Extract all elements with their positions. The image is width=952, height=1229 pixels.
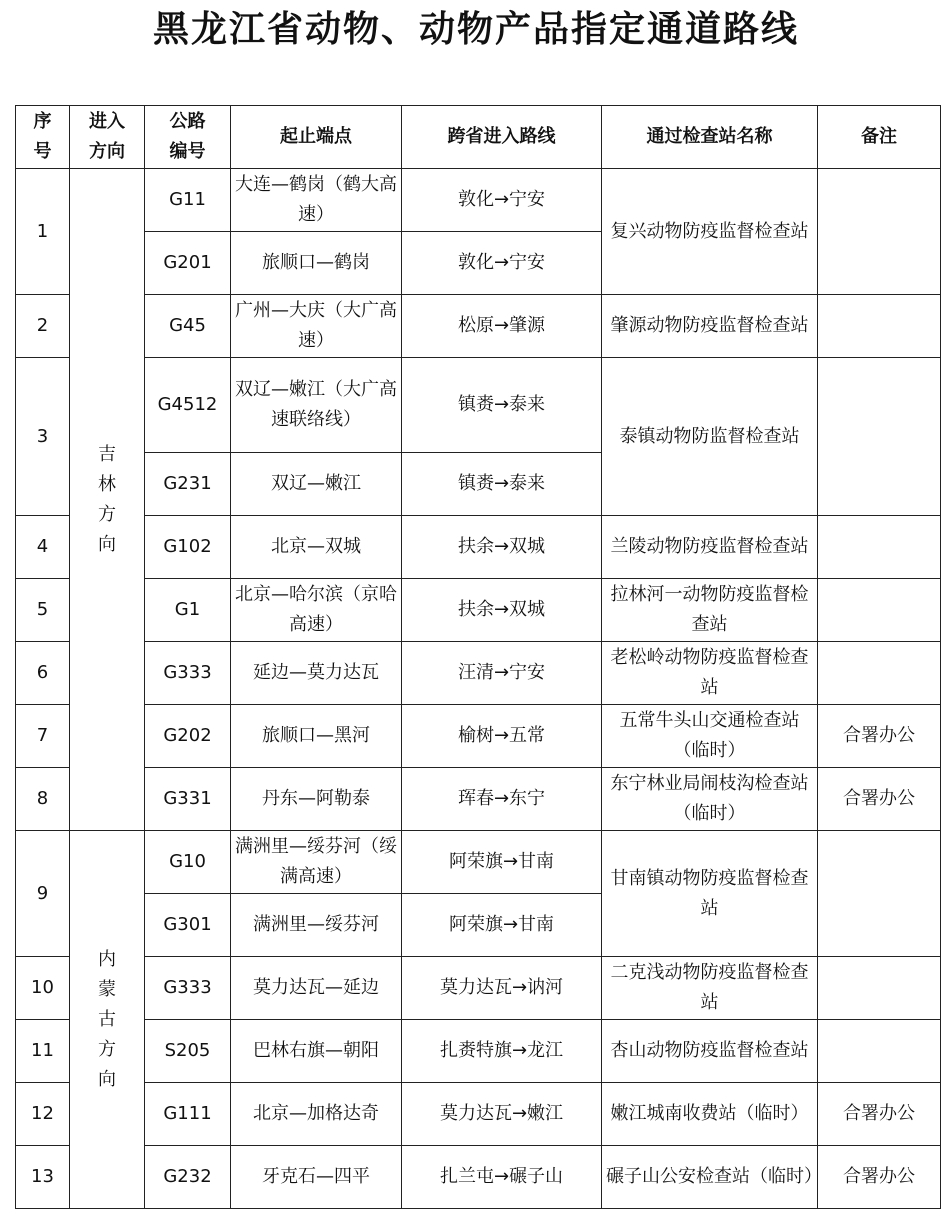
road-cell: G201 xyxy=(145,232,231,295)
endpoints-cell: 双辽—嫩江（大广高速联络线） xyxy=(231,358,402,453)
road-cell: G1 xyxy=(145,579,231,642)
route-cell: 敦化→宁安 xyxy=(402,169,602,232)
endpoints-cell: 延边—莫力达瓦 xyxy=(231,642,402,705)
seq-cell: 4 xyxy=(16,516,70,579)
seq-cell: 3 xyxy=(16,358,70,516)
seq-cell: 13 xyxy=(16,1146,70,1209)
station-cell: 泰镇动物防监督检查站 xyxy=(602,358,818,516)
seq-cell: 1 xyxy=(16,169,70,295)
station-cell: 杏山动物防疫监督检查站 xyxy=(602,1020,818,1083)
route-cell: 扶余→双城 xyxy=(402,579,602,642)
seq-cell: 9 xyxy=(16,831,70,957)
note-cell: 合署办公 xyxy=(818,1146,941,1209)
route-cell: 扶余→双城 xyxy=(402,516,602,579)
header-route: 跨省进入路线 xyxy=(402,106,602,169)
station-cell: 甘南镇动物防疫监督检查站 xyxy=(602,831,818,957)
endpoints-cell: 北京—双城 xyxy=(231,516,402,579)
header-seq: 序 号 xyxy=(16,106,70,169)
route-cell: 松原→肇源 xyxy=(402,295,602,358)
endpoints-cell: 广州—大庆（大广高速） xyxy=(231,295,402,358)
table-header-row xyxy=(16,106,941,169)
road-cell: G232 xyxy=(145,1146,231,1209)
seq-cell: 5 xyxy=(16,579,70,642)
station-cell: 二克浅动物防疫监督检查站 xyxy=(602,957,818,1020)
route-cell: 扎赉特旗→龙江 xyxy=(402,1020,602,1083)
seq-cell: 6 xyxy=(16,642,70,705)
seq-cell: 12 xyxy=(16,1083,70,1146)
note-cell xyxy=(818,642,941,705)
table-row xyxy=(16,169,941,232)
routes-table xyxy=(15,105,941,1209)
station-cell: 拉林河一动物防疫监督检查站 xyxy=(602,579,818,642)
endpoints-cell: 北京—加格达奇 xyxy=(231,1083,402,1146)
endpoints-cell: 旅顺口—鹤岗 xyxy=(231,232,402,295)
endpoints-cell: 丹东—阿勒泰 xyxy=(231,768,402,831)
header-note: 备注 xyxy=(818,106,941,169)
road-cell: G45 xyxy=(145,295,231,358)
route-cell: 镇赉→泰来 xyxy=(402,358,602,453)
seq-cell: 11 xyxy=(16,1020,70,1083)
seq-cell: 10 xyxy=(16,957,70,1020)
endpoints-cell: 旅顺口—黑河 xyxy=(231,705,402,768)
seq-cell: 2 xyxy=(16,295,70,358)
table-row xyxy=(16,579,941,642)
endpoints-cell: 双辽—嫩江 xyxy=(231,453,402,516)
note-cell xyxy=(818,169,941,295)
note-cell: 合署办公 xyxy=(818,705,941,768)
note-cell xyxy=(818,295,941,358)
table-row xyxy=(16,957,941,1020)
note-cell xyxy=(818,831,941,957)
route-cell: 莫力达瓦→讷河 xyxy=(402,957,602,1020)
seq-cell: 7 xyxy=(16,705,70,768)
route-cell: 汪清→宁安 xyxy=(402,642,602,705)
header-station: 通过检查站名称 xyxy=(602,106,818,169)
note-cell xyxy=(818,1020,941,1083)
table-row xyxy=(16,1083,941,1146)
table-row xyxy=(16,1146,941,1209)
route-cell: 扎兰屯→碾子山 xyxy=(402,1146,602,1209)
header-road: 公路 编号 xyxy=(145,106,231,169)
endpoints-cell: 满洲里—绥芬河（绥满高速） xyxy=(231,831,402,894)
road-cell: G4512 xyxy=(145,358,231,453)
endpoints-cell: 莫力达瓦—延边 xyxy=(231,957,402,1020)
table-row xyxy=(16,358,941,453)
table-row xyxy=(16,1020,941,1083)
endpoints-cell: 北京—哈尔滨（京哈高速） xyxy=(231,579,402,642)
road-cell: G202 xyxy=(145,705,231,768)
table-row xyxy=(16,831,941,894)
route-cell: 敦化→宁安 xyxy=(402,232,602,295)
route-cell: 镇赉→泰来 xyxy=(402,453,602,516)
page-title: 黑龙江省动物、动物产品指定通道路线 xyxy=(152,9,799,50)
direction-cell-neimenggu: 内蒙古方向 xyxy=(70,831,145,1209)
route-cell: 莫力达瓦→嫩江 xyxy=(402,1083,602,1146)
station-cell: 肇源动物防疫监督检查站 xyxy=(602,295,818,358)
note-cell xyxy=(818,579,941,642)
route-cell: 珲春→东宁 xyxy=(402,768,602,831)
road-cell: G111 xyxy=(145,1083,231,1146)
road-cell: G333 xyxy=(145,957,231,1020)
station-cell: 嫩江城南收费站（临时） xyxy=(602,1083,818,1146)
station-cell: 碾子山公安检查站（临时） xyxy=(602,1146,818,1209)
road-cell: G231 xyxy=(145,453,231,516)
endpoints-cell: 巴林右旗—朝阳 xyxy=(231,1020,402,1083)
station-cell: 东宁林业局闹枝沟检查站（临时） xyxy=(602,768,818,831)
header-direction: 进入 方向 xyxy=(70,106,145,169)
station-cell: 复兴动物防疫监督检查站 xyxy=(602,169,818,295)
header-endpoints: 起止端点 xyxy=(231,106,402,169)
station-cell: 五常牛头山交通检查站（临时） xyxy=(602,705,818,768)
station-cell: 兰陵动物防疫监督检查站 xyxy=(602,516,818,579)
endpoints-cell: 大连—鹤岗（鹤大高速） xyxy=(231,169,402,232)
note-cell xyxy=(818,516,941,579)
route-cell: 阿荣旗→甘南 xyxy=(402,831,602,894)
table-row xyxy=(16,642,941,705)
road-cell: G11 xyxy=(145,169,231,232)
station-cell: 老松岭动物防疫监督检查站 xyxy=(602,642,818,705)
table-row xyxy=(16,768,941,831)
note-cell: 合署办公 xyxy=(818,1083,941,1146)
table-row xyxy=(16,516,941,579)
endpoints-cell: 满洲里—绥芬河 xyxy=(231,894,402,957)
road-cell: G301 xyxy=(145,894,231,957)
road-cell: G102 xyxy=(145,516,231,579)
road-cell: G333 xyxy=(145,642,231,705)
route-cell: 阿荣旗→甘南 xyxy=(402,894,602,957)
seq-cell: 8 xyxy=(16,768,70,831)
note-cell xyxy=(818,358,941,516)
route-cell: 榆树→五常 xyxy=(402,705,602,768)
road-cell: S205 xyxy=(145,1020,231,1083)
direction-cell-jilin: 吉林方向 xyxy=(70,169,145,831)
road-cell: G10 xyxy=(145,831,231,894)
road-cell: G331 xyxy=(145,768,231,831)
table-row xyxy=(16,705,941,768)
note-cell xyxy=(818,957,941,1020)
table-row xyxy=(16,295,941,358)
note-cell: 合署办公 xyxy=(818,768,941,831)
endpoints-cell: 牙克石—四平 xyxy=(231,1146,402,1209)
